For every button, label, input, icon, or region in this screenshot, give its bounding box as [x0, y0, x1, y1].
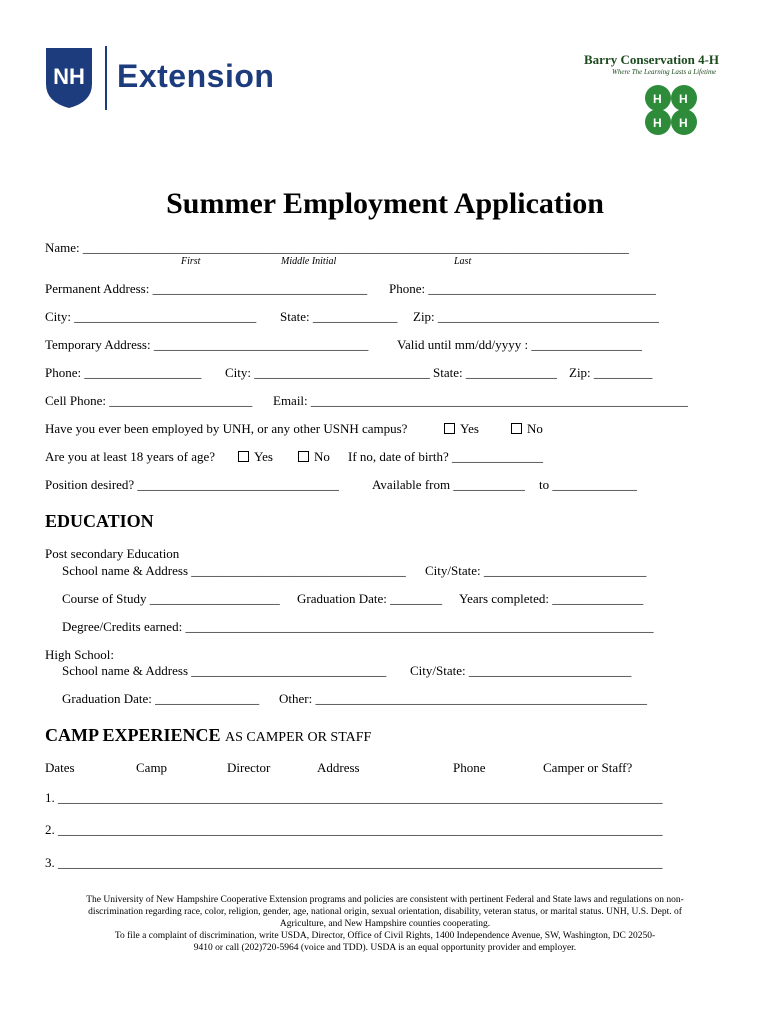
column-dates: Dates [45, 760, 75, 775]
valid-until-field[interactable]: Valid until mm/dd/yyyy : _________________ [397, 337, 642, 352]
hs-city-state-field[interactable]: City/State: _________________________ [410, 663, 632, 678]
checkbox-icon[interactable] [298, 451, 309, 462]
zip-field[interactable]: Zip: __________________________________ [413, 309, 659, 324]
footer-complaint: To file a complaint of discrimination, write USDA, Director, Office of Civil Rights, 1400 Independence Avenue, SW, Washington, DC 20250-9410 or call (202)720-5964 (voice and TDD). USDA is an equal opportunity provider and employer. [114, 931, 656, 953]
employed-yes-option[interactable] [444, 421, 479, 436]
temporary-address-field[interactable]: Temporary Address: _________________________________ [45, 337, 369, 352]
city-field[interactable]: City: ____________________________ [45, 309, 257, 324]
temporary-state-field[interactable]: State: ______________ [433, 365, 557, 380]
available-from-field[interactable]: Available from ___________ [372, 477, 525, 492]
hs-graduation-date-field[interactable]: Graduation Date: ________________ [62, 691, 260, 706]
svg-text:H: H [653, 92, 662, 106]
high-school-label: High School: [45, 647, 114, 662]
four-h-clover-icon [636, 82, 706, 138]
unh-mark: NH [53, 64, 85, 89]
camp-row-3[interactable]: 3. _____________________________________________________________________________________________ [45, 855, 663, 870]
course-of-study-field[interactable]: Course of Study ____________________ [62, 591, 280, 606]
column-director: Director [227, 760, 271, 775]
temporary-phone-field[interactable]: Phone: __________________ [45, 365, 202, 380]
svg-text:H: H [679, 92, 688, 106]
employed-question: Have you ever been employed by UNH, or any other USNH campus? [45, 421, 408, 436]
age-question: Are you at least 18 years of age? [45, 449, 216, 464]
camp-row-2[interactable]: 2. _____________________________________________________________________________________________ [45, 822, 663, 837]
cell-phone-field[interactable]: Cell Phone: ______________________ [45, 393, 253, 408]
email-field[interactable]: Email: __________________________________________________________ [273, 393, 688, 408]
degree-credits-field[interactable]: Degree/Credits earned: ________________________________________________________________________ [62, 619, 654, 634]
no-label: No [314, 449, 330, 464]
checkbox-icon[interactable] [444, 423, 455, 434]
name-first-label: First [181, 256, 201, 267]
camp-row-1[interactable]: 1. _____________________________________________________________________________________________ [45, 790, 663, 805]
permanent-address-field[interactable]: Permanent Address: _________________________________ [45, 281, 368, 296]
footer-disclaimer: The University of New Hampshire Cooperative Extension programs and policies are consistent with pertinent Federal and State laws and regulations on non-discrimination regarding race, color, religion, gender, age, national origin, sexual orientation, disability, veteran status, or marital status. UNH, U.S. Dept. of Agriculture, and New Hampshire counties cooperating. [86, 895, 684, 929]
yes-label: Yes [254, 449, 273, 464]
club-tagline: Where The Learning Lasts a Lifetime [612, 68, 717, 76]
name-last-label: Last [454, 256, 472, 267]
checkbox-icon[interactable] [511, 423, 522, 434]
column-phone: Phone [453, 760, 486, 775]
state-field[interactable]: State: _____________ [280, 309, 398, 324]
yes-label: Yes [460, 421, 479, 436]
column-camper-or-staff: Camper or Staff? [543, 760, 633, 775]
years-completed-field[interactable]: Years completed: ______________ [459, 591, 644, 606]
permanent-phone-field[interactable]: Phone: ___________________________________ [389, 281, 656, 296]
name-middle-label: Middle Initial [281, 256, 337, 267]
page-title: Summer Employment Application [166, 187, 604, 220]
unh-shield-icon [44, 46, 104, 110]
school-name-field[interactable]: School name & Address _________________________________ [62, 563, 406, 578]
svg-text:H: H [679, 116, 688, 130]
club-name: Barry Conservation 4-H [584, 52, 720, 67]
graduation-date-field[interactable]: Graduation Date: ________ [297, 591, 443, 606]
camp-heading-text: CAMP EXPERIENCE [45, 725, 221, 745]
available-to-field[interactable]: to _____________ [539, 477, 637, 492]
column-address: Address [317, 760, 360, 775]
age-no-option[interactable] [298, 449, 330, 464]
extension-wordmark: Extension [117, 58, 275, 94]
logo-divider [105, 46, 107, 110]
date-of-birth-field[interactable]: If no, date of birth? ______________ [348, 449, 543, 464]
column-camp: Camp [136, 760, 168, 775]
employed-no-option[interactable] [511, 421, 543, 436]
temporary-zip-field[interactable]: Zip: _________ [569, 365, 653, 380]
no-label: No [527, 421, 543, 436]
temporary-city-field[interactable]: City: ___________________________ [225, 365, 430, 380]
checkbox-icon[interactable] [238, 451, 249, 462]
camp-subheading: AS CAMPER OR STAFF [225, 730, 372, 745]
camp-experience-heading [45, 725, 371, 748]
position-desired-field[interactable]: Position desired? _______________________________ [45, 477, 339, 492]
hs-school-name-field[interactable]: School name & Address ______________________________ [62, 663, 387, 678]
age-yes-option[interactable] [238, 449, 273, 464]
school-city-state-field[interactable]: City/State: _________________________ [425, 563, 647, 578]
svg-text:H: H [653, 116, 662, 130]
hs-other-field[interactable]: Other: ___________________________________________________ [279, 691, 647, 706]
name-field[interactable]: Name: ____________________________________________________________________________________ [45, 240, 629, 255]
education-heading: EDUCATION [45, 511, 154, 531]
post-secondary-label: Post secondary Education [45, 546, 180, 561]
